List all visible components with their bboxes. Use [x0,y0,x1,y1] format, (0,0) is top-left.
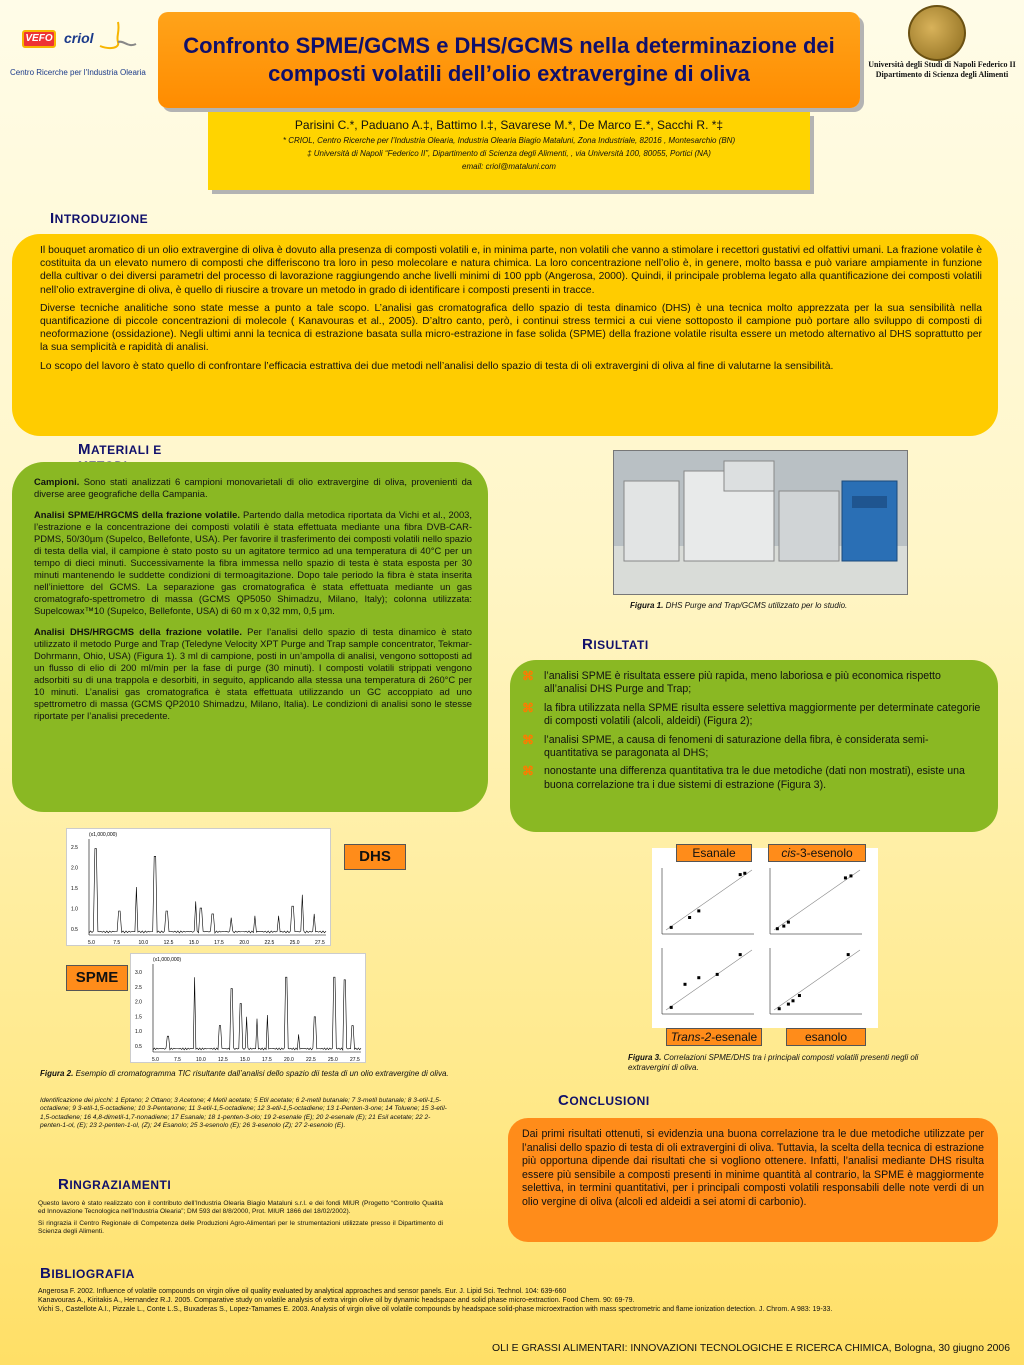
x-tick-label: 10.0 [138,940,149,946]
scatter-point [776,927,779,930]
x-tick-label: 15.0 [240,1057,250,1063]
y-tick-label: 1.0 [135,1029,142,1036]
scatter-point [670,1006,673,1009]
contact-email: email: criol@mataluni.com [462,162,556,171]
x-tick-label: 5.0 [88,940,95,946]
scatter-label-trans2esenale: Trans-2-esenale [666,1028,762,1046]
figure1-caption: Figura 1. DHS Purge and Trap/GCMS utilizzato per lo studio. [630,601,848,610]
scatter-point [743,872,746,875]
methods-samples: Campioni. Sono stati analizzati 6 campioni monovarietali di olio extravergine di oliva, provenienti da diverse aree geografiche della Campania. [34,476,472,499]
scatter-label-cis3esenolo: cis-3-esenolo [768,844,866,862]
chromatogram-trace [89,849,326,933]
spme-chromatogram [130,953,366,1063]
intro-paragraph-2: Diverse tecniche analitiche sono state messe a punto a tale scopo. L’analisi gas cromatografica dello spazio di testa dinamico (DHS) è una tecnica molto apprezzata per la sua sensibilità nella quantificazione di piccole concentrazioni di molecole ( Kanavouras et al., 2005). D’altro canto, però, i continui stress termici a cui viene sottoposto il campione può portare allo sviluppo di composti di neoformazione (ossidazione). Negli ultimi anni la tecnica di estrazione basata sulla micro-estrazione in fase solida (SPME) della frazione volatile risulta essere un metodo alternativo al DHS soprattutto per la sua semplicità e rapidità di analisi. [40,302,982,354]
bullet-icon: ⌘ [522,764,534,779]
y-tick-label: 2.5 [71,845,78,851]
scatter-point [782,925,785,928]
figure3-caption: Figura 3. Correlazioni SPME/DHS tra i principali composti volatili presenti negli oli extravergini di oliva. [628,1053,919,1072]
logo-subtitle: Centro Ricerche per l'Industria Olearia [10,68,146,77]
criol-logo [10,20,150,80]
y-unit-label: (x1,000,000) [153,957,182,963]
y-tick-label: 1.0 [71,906,78,913]
methods-heading: MATERIALI E [78,441,162,458]
biblio-ref: Angerosa F. 2002. Influence of volatile compounds on virgin olive oil quality evaluated by analytical approaches and sensor panels. Eur. J. Lipid Sci. Technol. 104: 639-660 [38,1288,567,1295]
spme-label: SPME [66,965,128,991]
poster-title-box [158,12,860,108]
dhs-chromatogram [66,828,331,946]
regression-line [774,950,860,1010]
instrument-illustration [614,451,908,595]
y-tick-label: 1.5 [71,886,78,892]
x-tick-label: 7.5 [174,1057,181,1063]
biblio-ref: Kanavouras A., Kiritakis A., Hernandez R.J. 2005. Comparative study on volatile analysis of extra virgin olive oil by dynamic headspace and solid phase micro-extraction. Food Chem. 90: 69-79. [38,1297,635,1304]
scatter-point [798,994,801,997]
university-line1: Università degli Studi di Napoli Federico II [868,60,1016,69]
x-tick-label: 20.0 [239,940,250,946]
bullet-icon: ⌘ [522,700,534,715]
y-tick-label: 2.0 [135,999,142,1006]
conclusions-heading: CONCLUSIONI [558,1092,650,1109]
x-tick-label: 15.0 [188,940,199,946]
university-seal-icon [908,5,966,61]
results-list [522,670,982,792]
figure1-instrument-photo [613,450,908,595]
x-tick-label: 10.0 [196,1057,206,1063]
x-tick-label: 22.5 [264,940,275,946]
regression-line [666,950,752,1010]
results-item: ⌘ nonostante una differenza quantitativa tra le due metodiche (dati non mostrati), esiste una buona correlazione tra i due sistemi di estrazione (Figura 3). [522,764,965,791]
logo-badge: VEFO [22,30,56,48]
x-tick-label: 27.5 [350,1057,360,1063]
scatter-point [697,909,700,912]
scatter-point [849,874,852,877]
authors-box [208,112,810,190]
y-tick-label: 3.0 [135,970,142,976]
results-heading: RISULTATI [582,636,649,653]
scatter-point [670,926,673,929]
y-tick-label: 2.0 [71,865,78,872]
scatter-point [716,973,719,976]
dhs-label: DHS [344,844,406,870]
university-name [862,60,1022,80]
figure2-peak-legend: Identificazione dei picchi: 1 Eptano; 2 Ottano; 3 Acetone; 4 Metil acetate; 5 Etil acetate; 6 2-metil butanale; 7 3-metil butanale; 8 3-etil-1,5-octadiene; 9 3-etil-1,5-octadiene; 10 3-Pentanone; 11 3-etil-1,5-octadiene; 12 3-etil-1,5-octadiene; 13 1-Penten-3-one; 14 Toluene; 15 3-etil-1,5-octadiene; 16 4,8-dimetil-1,7-nonadiene; 17 Esanale; 18 1-penten-3-olo; 19 2-esenale (E); 20 2-esenale (E); 21 Esil acetate; 22 2-penten-1-ol, (E); 23 2-penten-1-ol, (Z); 24 Esanolo; 25 3-esenolo (E); 26 3-esenolo (Z); 27 2-esenolo (E). [40,1097,447,1130]
biblio-ref: Vichi S., Castellote A.I., Pizzale L., Conte L.S., Buxaderas S., Lopez-Tamames E. 2003. Analysis of virgin olive oil volatile compounds by headspace solid-phase microextraction with mass spectrometric and flame ionization detection. J. Chrom. A 983: 19-33. [38,1306,833,1313]
scatter-point [787,1003,790,1006]
chromatogram-trace [153,977,361,1050]
scatter-point [739,873,742,876]
x-tick-label: 22.5 [306,1057,316,1063]
bullet-icon: ⌘ [522,669,534,683]
figure2-caption: Figura 2. Esempio di cromatogramma TIC risultante dall’analisi dello spazio dii testa di un olio extravergine di oliva. [40,1069,449,1078]
bullet-icon: ⌘ [522,732,534,747]
logo-wave-icon [98,20,138,64]
x-tick-label: 17.5 [214,940,224,946]
thanks-text: Questo lavoro è stato realizzato con il contributo dell’Industria Olearia Biagio Mataluni s.r.l. e dei fondi MIUR (Progetto “Controllo Qualità ed Innovazione Tecnologica nell’Industria Olearia”; DM 593 del 8/8/2000, Prot. MIUR 1866 del 18/02/2002). Si ringrazia il Centro Regionale di Competenza delle Produzioni Agro-Alimentari per le strumentazioni utilizzate presso il Dipartimento di Scienza degli Alimenti. [38,1200,443,1236]
scatter-point [778,1007,781,1010]
x-tick-label: 7.5 [113,940,121,946]
intro-box [12,234,998,436]
poster-title: Confronto SPME/GCMS e DHS/GCMS nella determinazione dei composti volatili dell’olio extravergine di oliva [183,33,835,86]
x-tick-label: 5.0 [152,1057,159,1063]
results-item: ⌘ l’analisi SPME, a causa di fenomeni di saturazione della fibra, è considerata semi-quantitativa se paragonata al DHS; [522,732,929,760]
methods-dhs: Analisi DHS/HRGCMS della frazione volatile. Per l’analisi dello spazio di testa dinamico è stato utilizzato il metodo Purge and Trap (Teledyne Velocity XPT Purge and Trap sample concentrator, Tekmar-Dohrmann, Ohio, USA) (Figura 1). 3 ml di campione, posti in un’ampolla di analisi, vengono sottoposti ad un flusso di elio di 200 ml/min per la fase di purge (30 minuti). I composti volatili strippati vengono adsorbiti su di una trappola e desorbiti, in seguito, applicando alla stessa una temperatura di 260°C per 10 minuti. L’analisi gas cromatografica è stata effettuata utilizzando un GC accoppiato ad uno spettrometro di massa (GCMS QP2010 Shimadzu, Milano, Italia). Le condizioni di analisi sono le stesse riportate per l’analisi precedente. [34,626,472,721]
x-tick-label: 17.5 [262,1057,272,1063]
scatter-point [792,999,795,1002]
y-tick-label: 0.5 [135,1044,142,1050]
biblio-heading: BIBLIOGRAFIA [40,1265,135,1282]
intro-heading: INTRODUZIONE [50,210,149,227]
y-tick-label: 2.5 [135,984,142,991]
scatter-point [847,953,850,956]
scatter-label-esanolo: esanolo [786,1028,866,1046]
correlation-plots [652,848,878,1028]
y-unit-label: (x1,000,000) [89,832,118,838]
scatter-point [684,983,687,986]
x-tick-label: 27.5 [315,940,325,946]
results-item: ⌘ la fibra utilizzata nella SPME risulta essere selettiva maggiormente per determinate categorie di composti volatili (alcoli, aldeidi) (Figura 2); [522,700,981,728]
x-tick-label: 12.5 [218,1057,228,1063]
x-tick-label: 12.5 [163,940,174,946]
biblio-list [38,1287,1008,1314]
affiliation-criol: * CRIOL, Centro Ricerche per l’Industria Olearia, Industria Olearia Biagio Mataluni, Zona Industriale, 82016 , Montesarchio (BN) [282,136,736,145]
y-tick-label: 0.5 [71,927,78,933]
scatter-label-esanale: Esanale [676,844,752,862]
intro-paragraph-3: Lo scopo del lavoro è stato quello di confrontare l’efficacia estrattiva dei due metodi nell’analisi dello spazio di testa di oli extravergini di oliva al fine di valutarne la sensibilità. [40,360,834,372]
intro-paragraph-1: Il bouquet aromatico di un olio extravergine di oliva è dovuto alla presenza di composti volatili e, in minima parte, non volatili che vanno a stimolare i recettori gustativi ed olfattivi umani. La frazione volatile è costituita da un elevato numero di composti che differiscono tra loro in peso molecolare e natura chimica. La loro concentrazione nell’olio è, in genere, molto bassa e può variare ampiamente in funzione della cultivar o dei diversi parametri del processo di lavorazione raggiungendo anche livelli minimi di 100 ppb (Angerosa, 2000). Quindi, il principale problema legato alla quantificazione dei composti volatili nell’olio extravergine di oliva, è quello di riuscire a trovare un metodo in grado di identificare i composti presenti in tracce. [40,245,983,296]
scatter-point [787,921,790,924]
methods-spme: Analisi SPME/HRGCMS della frazione volatile. Partendo dalla metodica riportata da Vichi et al., 2003, l’estrazione e la concentrazione dei composti volatili è stata effettuata mediante una fibra DVB-CAR-PDMS, 50/30µm (Supelco, Bellefonte, USA). Per favorire il trasferimento dei composti volatili nello spazio di testa della vial, il campione è stato posto su un agitatore termico ad una temperatura di 40°C per un tempo di dieci minuti. Successivamente la fibra immessa nello spazio di testa è stata esposta per 30 minuti mantenendo le suddette condizioni di termoagitazione. Dopo tale periodo la fibra è stata inserita nell’iniettore del GCMS. La separazione gas cromatografica è stata effettuata mediante un gas cromatografo-spettrometro di massa (GCMS QP5050 Shimadzu, Milano, Italy); colonna utilizzata: Supelcowax™10 (Supelco, Bellefonte, USA) di 60 m x 0,32 mm, 0,5 µm. [34,509,472,616]
x-tick-label: 25.0 [289,940,300,946]
regression-line [666,870,752,930]
authors: Parisini C.*, Paduano A.‡, Battimo I.‡, Savarese M.*, De Marco E.*, Sacchi R. *‡ [294,118,724,132]
scatter-point [688,916,691,919]
affiliation-unina: ‡ Università di Napoli “Federico II”, Dipartimento di Scienza degli Alimenti, , via Università 100, 80055, Portici (NA) [307,149,711,158]
logo-word: criol [64,30,94,46]
y-tick-label: 1.5 [135,1014,142,1021]
x-tick-label: 25.0 [328,1057,338,1063]
thanks-heading: RINGRAZIAMENTI [58,1176,172,1193]
conclusions-box: Dai primi risultati ottenuti, si evidenzia una buona correlazione tra le due metodiche utilizzate per l’analisi dello spazio di testa di oli extravergini di oliva. Tuttavia, la scelta della tecnica di estrazione più opportuna dipende dai risultati che si vogliono ottenere. Infatti, l’analisi mediante DHS risulta essere più sensibile a composti presenti in minime quantità al contrario, la SPME è maggiormente selettiva, in termini quantitativi, per i principali composti volatili responsabili delle note verdi di un olio vergine di oliva (alcoli ed aldeidi a sei atomi di carbonio). [508,1118,998,1242]
results-item: ⌘ l’analisi SPME è risultata essere più rapida, meno laboriosa e più economica rispetto all’analisi DHS Purge and Trap; [522,669,941,696]
results-box [510,660,998,832]
methods-box [12,462,488,812]
university-line2: Dipartimento di Scienza degli Alimenti [875,70,1009,79]
scatter-point [844,876,847,879]
x-tick-label: 20.0 [284,1057,294,1063]
scatter-point [739,953,742,956]
scatter-point [697,976,700,979]
footer-event: OLI E GRASSI ALIMENTARI: INNOVAZIONI TECNOLOGICHE E RICERCA CHIMICA, Bologna, 30 giugno 2006 [492,1343,1010,1354]
